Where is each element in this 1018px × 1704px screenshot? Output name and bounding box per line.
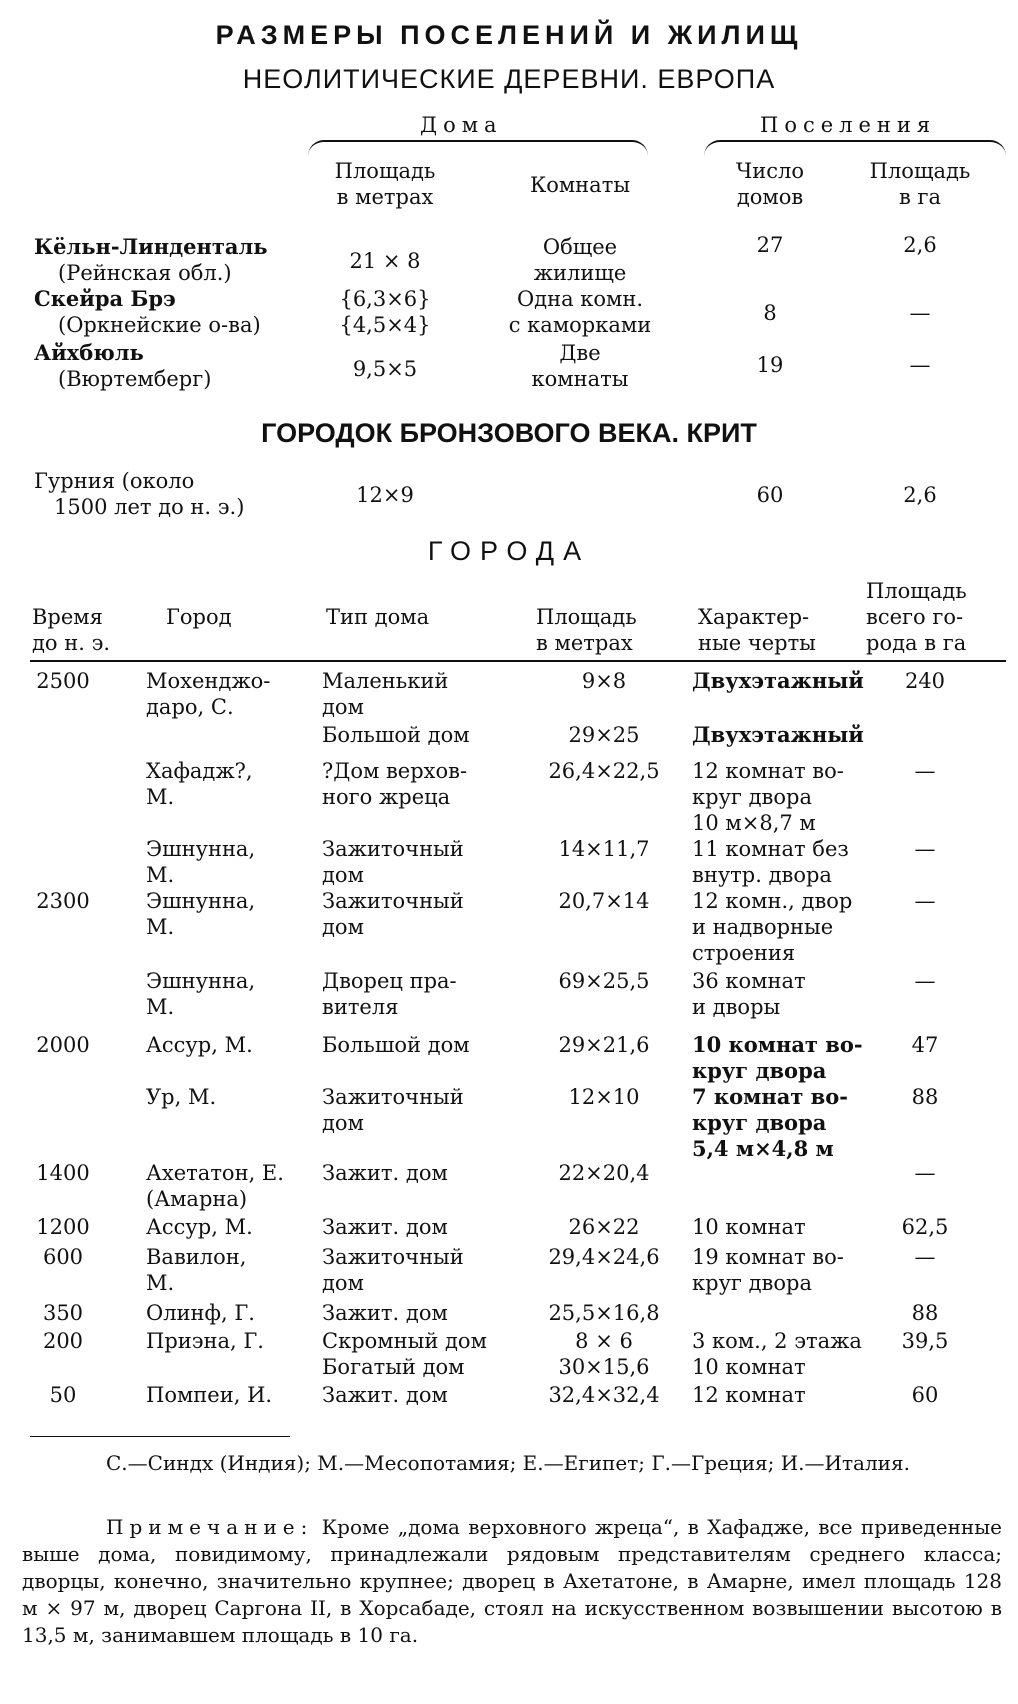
col-time-header: Время до н. э. bbox=[32, 605, 111, 655]
city-cell: Олинф, Г. bbox=[146, 1301, 255, 1325]
house-type-cell: Дворец пра- вителя bbox=[322, 969, 457, 1019]
house-count: 19 bbox=[756, 353, 784, 377]
house-area: 12×9 bbox=[356, 483, 414, 507]
city-cell: Вавилон, М. bbox=[146, 1245, 247, 1295]
features-cell: 12 комнат bbox=[692, 1383, 806, 1407]
bronze-heading: ГОРОДОК БРОНЗОВОГО ВЕКА. КРИТ bbox=[261, 418, 757, 448]
house-area-cell: 69×25,5 bbox=[558, 969, 650, 993]
total-area-cell: 88 bbox=[911, 1301, 939, 1325]
page-title: РАЗМЕРЫ ПОСЕЛЕНИЙ И ЖИЛИЩ bbox=[215, 20, 803, 50]
col-area-header: Площадь в метрах bbox=[334, 159, 436, 209]
city-cell: Ур, М. bbox=[146, 1085, 217, 1109]
site-region: (Рейнская обл.) bbox=[58, 261, 232, 285]
col-rooms-header: Комнаты bbox=[529, 173, 631, 197]
total-area-cell: 88 bbox=[911, 1085, 939, 1109]
total-area-cell: 60 bbox=[911, 1383, 939, 1407]
header-rule bbox=[30, 660, 1006, 662]
features-cell: 3 ком., 2 этажа bbox=[692, 1329, 862, 1353]
house-type-cell: Большой дом bbox=[322, 723, 470, 747]
features-cell: 36 комнат и дворы bbox=[692, 969, 806, 1019]
city-cell: Эшнунна, М. bbox=[146, 889, 256, 939]
house-area-cell: 14×11,7 bbox=[558, 837, 650, 861]
house-type-cell: Зажиточный дом bbox=[322, 1085, 464, 1135]
house-area: 21 × 8 bbox=[349, 249, 421, 273]
house-area-cell: 29×21,6 bbox=[558, 1033, 650, 1057]
house-type-cell: Зажит. дом bbox=[322, 1301, 448, 1325]
time-cell: 1400 bbox=[36, 1161, 90, 1185]
house-type-cell: Скромный дом bbox=[322, 1329, 487, 1353]
house-area-cell: 12×10 bbox=[568, 1085, 640, 1109]
city-cell: Эшнунна, М. bbox=[146, 837, 256, 887]
site-name: Кёльн-Линденталь bbox=[34, 234, 268, 259]
house-rooms: Общее жилище bbox=[533, 235, 627, 285]
site-name: Скейра Брэ bbox=[34, 286, 176, 311]
city-cell: Помпеи, И. bbox=[146, 1383, 273, 1407]
total-area-cell: 47 bbox=[911, 1033, 939, 1057]
house-type-cell: ?Дом верхов- ного жреца bbox=[322, 759, 468, 809]
house-rooms: Одна комн. с каморками bbox=[508, 287, 652, 337]
house-type-cell: Большой дом bbox=[322, 1033, 470, 1057]
house-area-cell: 29×25 bbox=[568, 723, 640, 747]
house-area-cell: 9×8 bbox=[581, 669, 627, 693]
house-area-cell: 30×15,6 bbox=[558, 1355, 650, 1379]
total-area-cell: — bbox=[914, 889, 936, 913]
features-cell: 10 комнат во- круг двора bbox=[692, 1032, 863, 1083]
house-area-cell: 29,4×24,6 bbox=[548, 1245, 660, 1269]
site-region: (Вюртемберг) bbox=[58, 367, 212, 391]
features-cell: 10 комнат bbox=[692, 1215, 806, 1239]
features-cell: 7 комнат во- круг двора 5,4 м×4,8 м bbox=[692, 1084, 848, 1161]
house-count: 8 bbox=[763, 301, 777, 325]
features-cell: 19 комнат во- круг двора bbox=[692, 1245, 844, 1295]
note-text: Кроме „дома верховного жреца“, в Хафадже, все приведенные выше дома, повидимому, принадлежали рядовым представителям среднего класса; дворцы, конечно, значительно крупнее; дворец в Ахетатоне, в Амарне, имел площадь 128 м × 97 м, дворец Саргона II, в Хорсабаде, стоял на искусственном возвышении высотою в 13,5 м, занимавшем площадь в 10 га. bbox=[22, 1515, 1002, 1647]
total-area-cell: — bbox=[914, 759, 936, 783]
city-cell: Ахетатон, Е. (Амарна) bbox=[146, 1161, 284, 1211]
house-type-cell: Зажит. дом bbox=[322, 1215, 448, 1239]
house-count: 27 bbox=[756, 233, 784, 257]
house-type-cell: Зажит. дом bbox=[322, 1161, 448, 1185]
total-area-cell: 39,5 bbox=[901, 1329, 949, 1353]
col-city-header: Город bbox=[166, 605, 232, 629]
site-name: Гурния (около bbox=[34, 469, 195, 493]
city-cell: Хафадж?, М. bbox=[146, 759, 253, 809]
col-area-ha-header: Площадь в га bbox=[869, 159, 971, 209]
site-name: Айхбюль bbox=[34, 340, 144, 365]
total-area-cell: 240 bbox=[904, 669, 946, 693]
house-type-cell: Зажиточный дом bbox=[322, 837, 464, 887]
footnote-rule bbox=[30, 1436, 290, 1437]
total-area-cell: — bbox=[914, 969, 936, 993]
total-area-cell: — bbox=[914, 1245, 936, 1269]
time-cell: 350 bbox=[42, 1301, 84, 1325]
total-area-cell: — bbox=[914, 837, 936, 861]
settlement-area: 2,6 bbox=[903, 483, 937, 507]
features-cell: Двухэтажный bbox=[692, 722, 864, 747]
features-cell: 10 комнат bbox=[692, 1355, 806, 1379]
features-cell: Двухэтажный bbox=[692, 668, 864, 693]
neolithic-heading: НЕОЛИТИЧЕСКИЕ ДЕРЕВНИ. ЕВРОПА bbox=[242, 64, 776, 94]
city-cell: Приэна, Г. bbox=[146, 1329, 264, 1353]
site-date: 1500 лет до н. э.) bbox=[54, 495, 245, 519]
time-cell: 50 bbox=[49, 1383, 77, 1407]
col-area-header: Площадь в метрах bbox=[536, 605, 637, 655]
house-type-cell: Маленький дом bbox=[322, 669, 449, 719]
note-label: Примечание: bbox=[106, 1515, 314, 1539]
settlement-area: 2,6 bbox=[903, 233, 937, 257]
total-area-cell: 62,5 bbox=[901, 1215, 949, 1239]
time-cell: 1200 bbox=[36, 1215, 90, 1239]
col-features-header: Характер- ные черты bbox=[698, 605, 816, 655]
time-cell: 200 bbox=[42, 1329, 84, 1353]
house-area-cell: 26×22 bbox=[568, 1215, 640, 1239]
cities-heading: ГОРОДА bbox=[427, 536, 591, 566]
note-paragraph bbox=[22, 1514, 1002, 1649]
time-cell: 600 bbox=[42, 1245, 84, 1269]
house-area: 9,5×5 bbox=[352, 357, 418, 381]
house-rooms: Две комнаты bbox=[531, 341, 629, 391]
time-cell: 2000 bbox=[36, 1033, 90, 1057]
city-cell: Мохенджо- даро, С. bbox=[146, 669, 271, 719]
time-cell: 2500 bbox=[36, 669, 90, 693]
city-cell: Ассур, М. bbox=[146, 1033, 253, 1057]
col-type-header: Тип дома bbox=[326, 605, 430, 629]
house-area: {6,3×6} {4,5×4} bbox=[339, 287, 431, 337]
houses-brace bbox=[308, 140, 648, 156]
settlements-group-header: Поселения bbox=[760, 113, 937, 137]
house-area-cell: 22×20,4 bbox=[558, 1161, 650, 1185]
city-cell: Эшнунна, М. bbox=[146, 969, 256, 1019]
house-count: 60 bbox=[756, 483, 784, 507]
abbreviation-legend: С.—Синдх (Индия); М.—Месопотамия; Е.—Египет; Г.—Греция; И.—Италия. bbox=[106, 1451, 910, 1475]
settlement-area: — bbox=[909, 301, 931, 325]
house-area-cell: 20,7×14 bbox=[558, 889, 650, 913]
house-area-cell: 26,4×22,5 bbox=[548, 759, 660, 783]
house-area-cell: 32,4×32,4 bbox=[548, 1383, 660, 1407]
city-cell: Ассур, М. bbox=[146, 1215, 253, 1239]
house-type-cell: Зажит. дом bbox=[322, 1383, 448, 1407]
house-type-cell: Богатый дом bbox=[322, 1355, 465, 1379]
house-area-cell: 25,5×16,8 bbox=[548, 1301, 660, 1325]
settlements-brace bbox=[704, 140, 1006, 156]
time-cell: 2300 bbox=[36, 889, 90, 913]
house-type-cell: Зажиточный дом bbox=[322, 889, 464, 939]
house-type-cell: Зажиточный дом bbox=[322, 1245, 464, 1295]
features-cell: 12 комнат во- круг двора 10 м×8,7 м bbox=[692, 759, 844, 835]
site-region: (Оркнейские о-ва) bbox=[58, 313, 261, 337]
total-area-cell: — bbox=[914, 1161, 936, 1185]
col-total-header: Площадь всего го- рода в га bbox=[866, 579, 967, 655]
col-count-header: Число домов bbox=[736, 159, 804, 209]
features-cell: 12 комн., двор и надворные строения bbox=[692, 889, 853, 965]
houses-group-header: Дома bbox=[420, 113, 503, 137]
house-area-cell: 8 × 6 bbox=[575, 1329, 633, 1353]
settlement-area: — bbox=[909, 353, 931, 377]
features-cell: 11 комнат без внутр. двора bbox=[692, 837, 849, 887]
